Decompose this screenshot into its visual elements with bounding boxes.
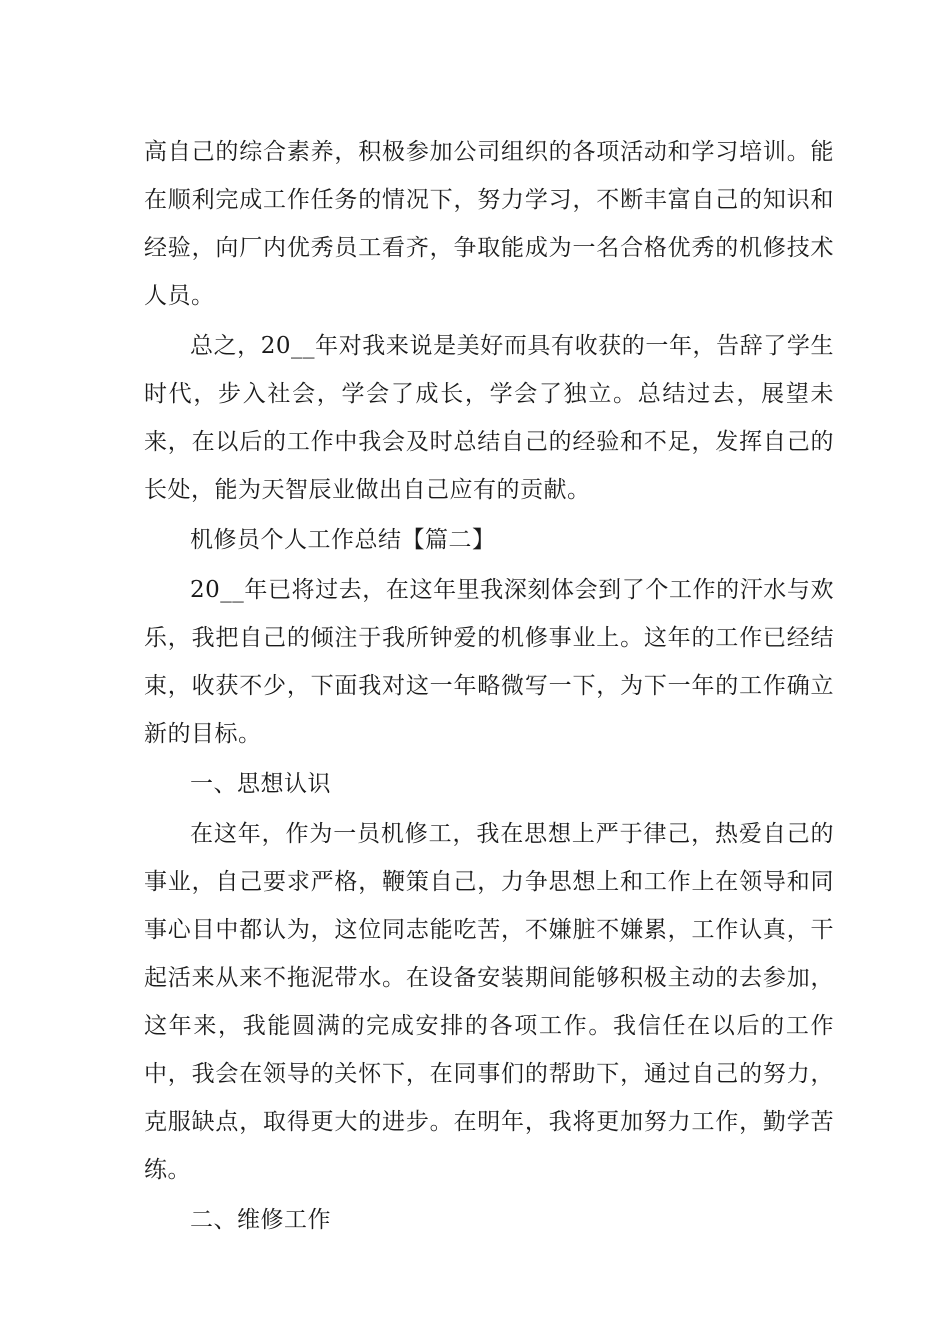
paragraph-training: 高自己的综合素养，积极参加公司组织的各项活动和学习培训。能在顺利完成工作任务的情况下，努力学习，不断丰富自己的知识和经验，向厂内优秀员工看齐，争取能成为一名合格优秀的机修技术人员。 [144,139,834,309]
heading-ideology: 一、思想认识 [190,771,331,797]
section-title-part-two: 机修员个人工作总结【篇二】 [190,527,496,553]
paragraph-conclusion: 总之，20__年对我来说是美好而具有收获的一年，告辞了学生时代，步入社会，学会了成长，学会了独立。总结过去，展望未来，在以后的工作中我会及时总结自己的经验和不足，发挥自己的长处，能为天智辰业做出自己应有的贡献。 [144,333,834,503]
heading-maintenance: 二、维修工作 [190,1207,331,1233]
paragraph-intro: 20__年已将过去，在这年里我深刻体会到了个工作的汗水与欢乐，我把自己的倾注于我所钟爱的机修事业上。这年的工作已经结束，收获不少，下面我对这一年略微写一下，为下一年的工作确立新的目标。 [144,577,834,747]
paragraph-ideology: 在这年，作为一员机修工，我在思想上严于律己，热爱自己的事业，自己要求严格，鞭策自己，力争思想上和工作上在领导和同事心目中都认为，这位同志能吃苦，不嫌脏不嫌累，工作认真，干起活来从来不拖泥带水。在设备安装期间能够积极主动的去参加，这年来，我能圆满的完成安排的各项工作。我信任在以后的工作中，我会在领导的关怀下，在同事们的帮助下，通过自己的努力，克服缺点，取得更大的进步。在明年，我将更加努力工作，勤学苦练。 [144,821,834,1183]
document-body [144,128,834,1244]
